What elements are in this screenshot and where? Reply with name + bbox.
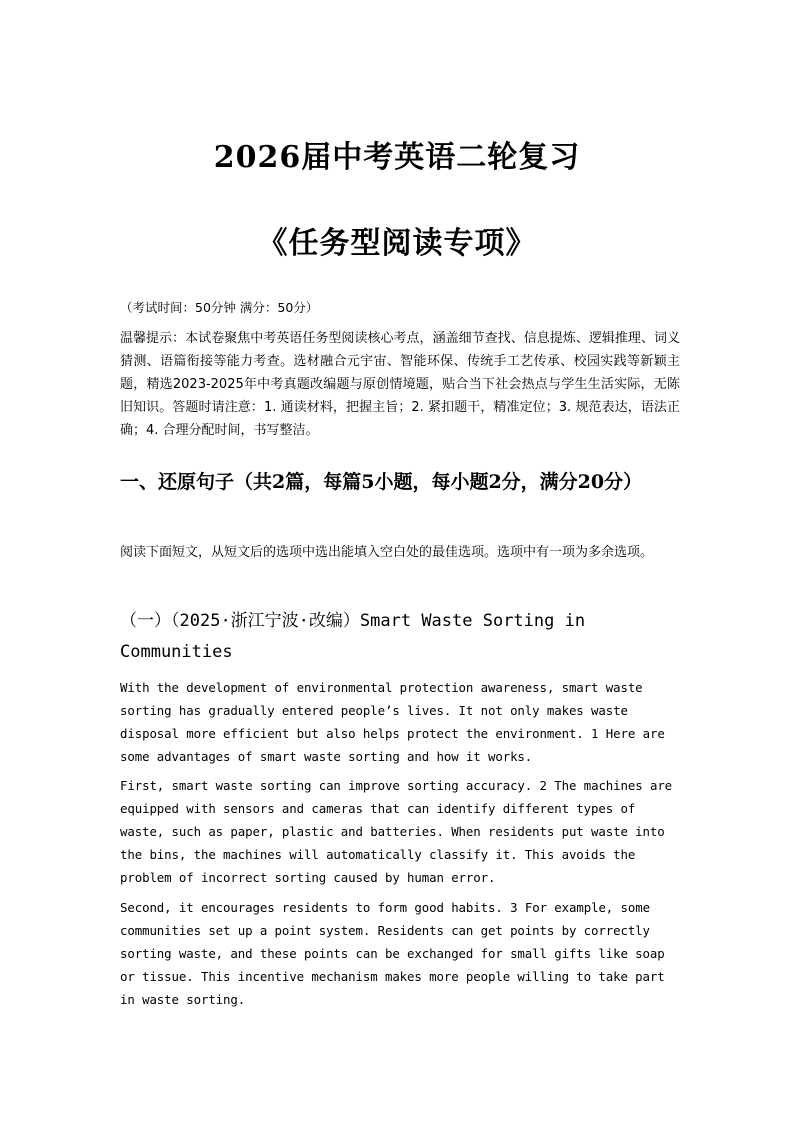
passage-heading: （一）（2025·浙江宁波·改编）Smart Waste Sorting in Communities (120, 611, 586, 662)
paragraph-text: The machines are equipped with sensors and cameras that can identify different types of waste, such as paper, plastic and batteries. When residents put waste into the bins, the machines will automatically classify it. This avoids the problem of incorrect sorting caused by human error. (120, 778, 673, 885)
document-title: 2026届中考英语二轮复习 (213, 140, 581, 175)
passage-paragraph-3 (120, 896, 680, 1011)
passage-paragraph-1 (120, 676, 680, 768)
passage-paragraph-2 (120, 774, 680, 889)
blank-number: 3 (510, 900, 518, 915)
blank-number: 2 (539, 778, 547, 793)
paragraph-text: Here are some advantages of smart waste sorting and how it works. (120, 726, 665, 764)
notice-text: 温馨提示：本试卷聚焦中考英语任务型阅读核心考点，涵盖细节查找、信息提炼、逻辑推理、词义猜测、语篇衔接等能力考查。选材融合元宇宙、智能环保、传统手工艺传承、校园实践等新颖主题，精选2023-2025年中考真题改编题与原创情境题，贴合当下社会热点与学生生活实际，无陈旧知识。答题时请注意：1. 通读材料，把握主旨；2. 紧扣题干，精准定位；3. 规范表达，语法正确；4. 合理分配时间，书写整洁。 (120, 331, 680, 438)
section-instruction: 阅读下面短文，从短文后的选项中选出能填入空白处的最佳选项。选项中有一项为多余选项。 (120, 545, 654, 560)
document-subtitle: 《任务型阅读专项》 (257, 226, 537, 261)
section-heading: 一、还原句子（共2篇，每篇5小题，每小题2分，满分20分） (120, 471, 643, 493)
exam-info: （考试时间：50分钟 满分：50分） (120, 300, 319, 315)
blank-number: 1 (591, 726, 599, 741)
paragraph-text: With the development of environmental protection awareness, smart waste sorting has gradually entered people’s lives. It not only makes waste disposal more efficient but also helps protect the environment. (120, 680, 643, 741)
paragraph-text: For example, some communities set up a point system. Residents can get points by correctly sorting waste, and these points can be exchanged for small gifts like soap or tissue. This incentive mechanism makes more people willing to take part in waste sorting. (120, 900, 665, 1007)
paragraph-text: Second, it encourages residents to form good habits. (120, 900, 503, 915)
paragraph-text: First, smart waste sorting can improve sorting accuracy. (120, 778, 533, 793)
